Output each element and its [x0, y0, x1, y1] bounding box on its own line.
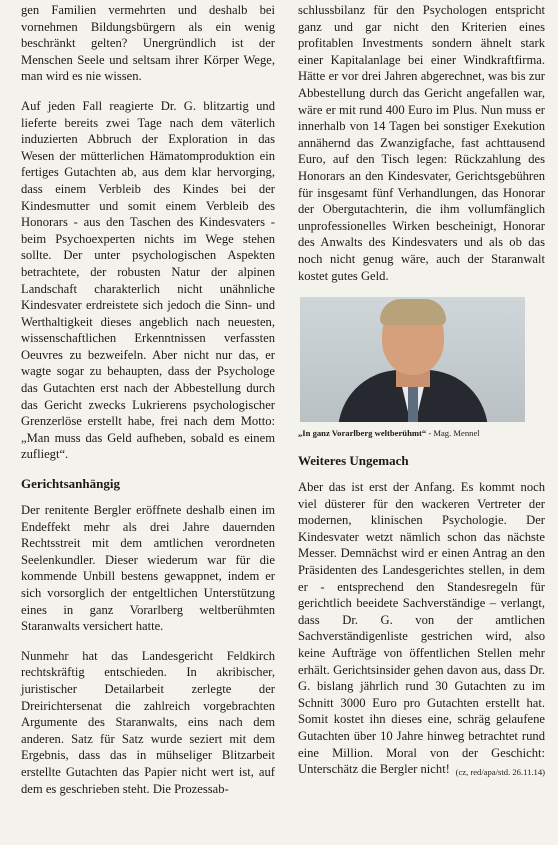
left-paragraph-4: Nunmehr hat das Landesgericht Feldkirch rechtskräftig entschieden. In akribischer, juristischer Detailarbeit zerlegte der Dreirichtersenat die zahlreich vorgebrachten Argumente des Staranwalts, eins nach dem anderen. Satz für Satz wurde seziert mit dem Ergebnis, dass das in mühseliger Blitzarbeit erstellte Gutachten das Papier nicht wert ist, auf dem es geschrieben steht. Die Prozessab-: [21, 648, 275, 796]
section-heading-gerichtsanhaengig: Gerichtsanhängig: [21, 476, 120, 492]
caption-quote: „In ganz Vorarlberg weltberühmt“: [298, 428, 427, 439]
left-paragraph-3: Der renitente Bergler eröffnete deshalb einen im Endeffekt mehr als drei Jahre dauernden Rechtsstreit mit dem amtlichen verordneten Seelenkundler. Dieser wiederum war für die kommende Unbill bestens gewappnet, indem er sich vorsorglich der entgeltlichen Unterstützung eines in ganz Vorarlberg weltberühmten Staranwalts versichert hatte.: [21, 503, 275, 634]
right-paragraph-2-text: Aber das ist erst der Anfang. Es kommt noch viel düsterer für den wackeren Vertreter der modernen, klinischen Psychologie. Der Kindesvater wetzt nämlich schon das nächste Messer. Demnächst wird er einen Antrag an den Präsidenten des Landesgerichtes stellen, in dem er - entsprechend den Standesregeln für gerichtlich beeidete Sachverständige – verlangt, dass Dr. G. von der amtlichen Sachverständigenliste gestrichen wird, also keine Aufträge von öffentlichen Stellen mehr erhält. Gerichtsinsider gehen davon aus, dass Dr. G. bislang jährlich rund 30 Gutachten zu im Schnitt 3000 Euro pro Gutachten erstellt hat. Somit kostet ihn dieses eine, schräg gelaufene Gutachten über 10 Jahre hinweg betrachtet rund eine Million. Moral von der Geschicht: Unterschätz die Bergler nicht!: [298, 480, 545, 777]
left-column: [21, 2, 275, 810]
right-paragraph-2: [298, 479, 545, 778]
right-column: [298, 2, 545, 791]
section-heading-weiteres-ungemach: Weiteres Ungemach: [298, 453, 409, 469]
caption-name: - Mag. Mennel: [426, 428, 480, 439]
source-signature: (cz, red/apa/std. 26.11.14): [455, 767, 545, 778]
left-paragraph-1: gen Familien vermehrten und deshalb bei vornehmen Bildungsbürgern als ein wenig beschränkt gelten? Unergründlich ist der Menschen Seele und seltsam ihrer Körper Wege, man wird es nie wissen.: [21, 3, 275, 84]
photo-caption: [298, 428, 545, 439]
left-paragraph-2: Auf jeden Fall reagierte Dr. G. blitzartig und lieferte bereits zwei Tage nach dem väterlich induzierten Abbruch der Exploration in das Wesen der mütterlichen Hämatomproduktion ein fertiges Gutachten ab, aus dem klar hervorging, dass einem Verbleib des Kindes bei der Kindesmutter und somit einem Verbleib des Honorars - aus den Taschen des Kindesvaters - beim Psychoexperten nichts im Wege stehen sollte. Der unter psychologischen Aspekten betrachtete, der robusten Natur der alpinen Landschaft charakterlich nicht unähnliche Kindesvater erdreistete sich jedoch die Sinn- und Werthaltigkeit dieses angeblich nach neuesten, wissenschaftlichen Erkenntnissen verfassten Oeuvres zu bezweifeln. Aber nicht nur das, er wagte sogar zu behaupten, dass der Psychologe das Gutachten erst nach der Abbestellung durch das Gericht zwecks Lukrierens psychologischer Grenzerlöse erstellt habe, frei nach dem Motto: „Man muss das Geld aufheben, sobald es einem zufliegt“.: [21, 98, 275, 462]
right-paragraph-1: schlussbilanz für den Psychologen entspricht ganz und gar nicht den Kriterien eines profitablen Investments sondern ähnelt stark einer Kapitalanlage bei einer Windkraftfirma. Hätte er vor drei Jahren abgerechnet, was bis zur Abbestellung durch das Gericht angefallen war, wäre er mit rund 400 Euro im Plus. Nun muss er innerhalb von 14 Tagen bei sonstiger Exekution annähernd das Zwanzigfache, fast achttausend Euro, auf den Tisch legen: Rückzahlung des Honorars an den Kindesvater, Gerichtsgebühren für insgesamt fünf Verhandlungen, das Honorar der Obergutachterin, die ihm vollumfänglich unprofessionelles Wirken bescheinigt, Honorar des Anwalts des Kindesvaters und als ob das noch nicht genug wäre, auch der Staranwalt kostet gutes Geld.: [298, 3, 545, 283]
portrait-photo: [300, 297, 525, 422]
